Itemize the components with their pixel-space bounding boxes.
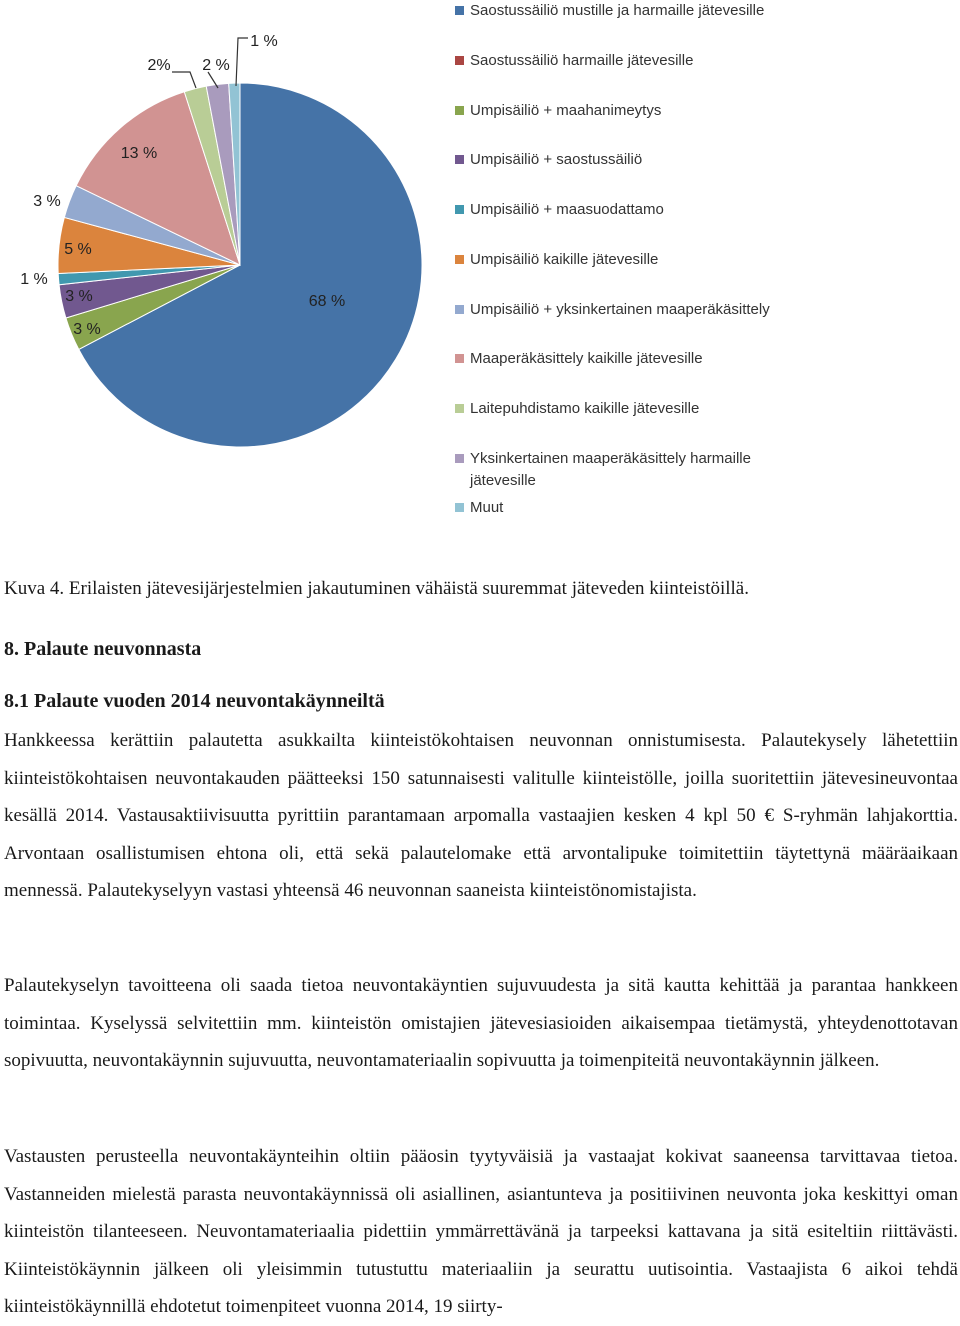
subsection-heading: 8.1 Palaute vuoden 2014 neuvontakäynneiltä — [4, 690, 385, 712]
legend-swatch — [455, 503, 464, 512]
slice-label-10: 1 % — [250, 33, 278, 50]
legend-swatch — [455, 56, 464, 65]
slice-label-0: 68 % — [308, 293, 346, 310]
legend-label: Umpisäiliö + maahanimeytys — [470, 102, 662, 119]
slice-label-8: 2% — [147, 57, 171, 74]
legend-swatch — [455, 106, 464, 115]
legend-label: Laitepuhdistamo kaikille jätevesille — [470, 400, 700, 417]
legend-label: Maaperäkäsittely kaikille jätevesille — [470, 350, 703, 367]
legend-label: Umpisäiliö + saostussäiliö — [470, 151, 643, 168]
slice-label-6: 3 % — [33, 193, 61, 210]
legend-swatch — [455, 155, 464, 164]
legend-label: Saostussäiliö mustille ja harmaille jätevesille — [470, 2, 765, 19]
legend-swatch — [455, 354, 464, 363]
legend-label: Umpisäiliö + maasuodattamo — [470, 201, 664, 218]
legend-label: Saostussäiliö harmaille jätevesille — [470, 52, 694, 69]
leader-line-1pct-top — [236, 38, 248, 86]
pie-slices — [58, 83, 422, 447]
paragraph-3: Vastausten perusteella neuvontakäynteihin oltiin pääosin tyytyväisiä ja vastaajat kokivat saaneensa tarvittavaa tietoa. Vastanneiden mielestä parasta neuvontakäynnissä oli asiallinen, asiantunteva ja positiivinen neuvonta joka keskittyi oman kiinteistön tilanteeseen. Neuvontamateriaalia pidettiin ymmärrettävänä ja tarpeeksi kattavana ja sitä esiteltiin riittävästi. Kiinteistökäynnin jälkeen oli yleisimmin tutustuttu materiaaliin ja seurattu uutisointia. Vastaajista 6 aikoi tehdä kiinteistökäynnillä ehdotetut toimenpiteet vuonna 2014, 19 siirty- — [4, 1146, 958, 1318]
pie-chart — [0, 0, 450, 545]
section-heading: 8. Palaute neuvonnasta — [4, 638, 202, 660]
legend-label: Umpisäiliö + yksinkertainen maaperäkäsittely — [470, 301, 770, 318]
legend-swatch — [455, 305, 464, 314]
legend-swatch — [455, 6, 464, 15]
paragraph-2: Palautekyselyn tavoitteena oli saada tietoa neuvontakäyntien sujuvuudesta ja sitä kautta kehittää ja parantaa hankkeen toimintaa. Kyselyssä selvitettiin mm. kiinteistön omistajien jätevesiasioiden aikaisempaa tietämystä, yhteydenottotavan sopivuutta, neuvontakäynnin sujuvuutta, neuvontamateriaalin sopivuutta ja toimenpiteitä neuvontakäynnin jälkeen. — [4, 975, 958, 1072]
legend-label: Muut — [470, 499, 504, 516]
slice-label-5: 5 % — [64, 241, 92, 258]
paragraph-1: Hankkeessa kerättiin palautetta asukkailta kiinteistökohtaisen neuvonnan onnistumisesta. Palautekysely lähetettiin kiinteistökohtaisen neuvontakauden päätteeksi 150 satunnaisesti valitulle kiinteistölle, joilla suoritettiin jätevesineuvontaa kesällä 2014. Vastausaktiivisuutta pyrittiin parantamaan arpomalla vastaajien kesken 4 kpl 50 € S-ryhmän lahjakorttia. Arvontaan osallistumisen ehtona oli, että sekä palautelomake että arvontalipuke toimitettiin täytettynä määräaikaan mennessä. Palautekyselyyn vastasi yhteensä 46 neuvonnan saaneista kiinteistönomistajista. — [4, 730, 958, 902]
legend-label: Yksinkertainen maaperäkäsittely harmaille jätevesille — [470, 450, 751, 489]
figure-caption: Kuva 4. Erilaisten jätevesijärjestelmien jakautuminen vähäistä suuremmat jäteveden kiinteistöillä. — [4, 578, 749, 599]
slice-label-2: 3 % — [73, 321, 101, 338]
slice-label-9: 2 % — [202, 57, 230, 74]
legend-swatch — [455, 255, 464, 264]
legend-swatch — [455, 404, 464, 413]
legend-label: Umpisäiliö kaikille jätevesille — [470, 251, 659, 268]
legend-swatch — [455, 454, 464, 463]
slice-label-4: 1 % — [20, 271, 48, 288]
slice-label-3: 3 % — [65, 288, 93, 305]
leader-line-2pct — [172, 72, 196, 88]
slice-label-7: 13 % — [120, 145, 158, 162]
legend-swatch — [455, 205, 464, 214]
